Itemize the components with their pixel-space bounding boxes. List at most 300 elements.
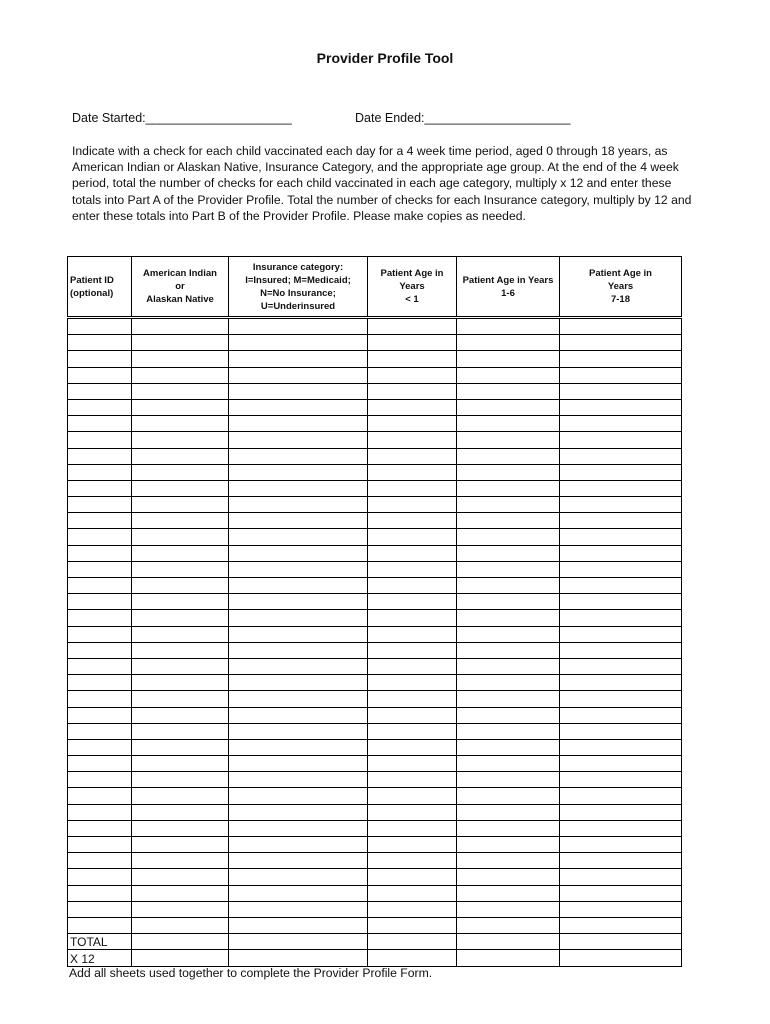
check-cell[interactable] xyxy=(132,367,229,383)
check-cell[interactable] xyxy=(560,497,682,513)
table-row xyxy=(68,416,682,432)
check-cell[interactable] xyxy=(229,804,368,820)
check-cell[interactable] xyxy=(368,594,457,610)
header-line: Years xyxy=(399,281,425,292)
check-cell[interactable] xyxy=(457,658,560,674)
check-cell[interactable] xyxy=(132,739,229,755)
total-cell[interactable] xyxy=(457,934,560,950)
check-cell[interactable] xyxy=(457,383,560,399)
check-cell[interactable] xyxy=(229,707,368,723)
check-cell[interactable] xyxy=(68,772,132,788)
check-cell[interactable] xyxy=(457,497,560,513)
table-row xyxy=(68,626,682,642)
check-cell[interactable] xyxy=(560,869,682,885)
check-cell[interactable] xyxy=(68,545,132,561)
check-cell[interactable] xyxy=(132,383,229,399)
header-line: American Indian xyxy=(143,268,217,279)
check-cell[interactable] xyxy=(368,658,457,674)
check-cell[interactable] xyxy=(68,707,132,723)
total-row xyxy=(68,934,682,950)
check-cell[interactable] xyxy=(68,626,132,642)
check-cell[interactable] xyxy=(368,853,457,869)
table-row xyxy=(68,335,682,351)
check-cell[interactable] xyxy=(560,739,682,755)
check-cell[interactable] xyxy=(368,642,457,658)
check-cell[interactable] xyxy=(560,853,682,869)
check-cell[interactable] xyxy=(368,318,457,335)
total-cell[interactable] xyxy=(368,934,457,950)
check-cell[interactable] xyxy=(560,707,682,723)
table-row xyxy=(68,853,682,869)
check-cell[interactable] xyxy=(229,545,368,561)
check-cell[interactable] xyxy=(457,610,560,626)
header-line: U=Underinsured xyxy=(260,300,336,312)
table-row xyxy=(68,318,682,335)
table-row xyxy=(68,594,682,610)
check-cell[interactable] xyxy=(132,513,229,529)
check-cell[interactable] xyxy=(457,545,560,561)
x12-cell[interactable] xyxy=(457,950,560,966)
check-cell[interactable] xyxy=(560,837,682,853)
check-cell[interactable] xyxy=(560,545,682,561)
table-row xyxy=(68,691,682,707)
check-cell[interactable] xyxy=(68,594,132,610)
check-cell[interactable] xyxy=(560,513,682,529)
table-row xyxy=(68,480,682,496)
check-cell[interactable] xyxy=(457,480,560,496)
check-cell[interactable] xyxy=(368,399,457,415)
check-cell[interactable] xyxy=(132,335,229,351)
check-cell[interactable] xyxy=(457,917,560,933)
check-cell[interactable] xyxy=(132,869,229,885)
check-cell[interactable] xyxy=(229,318,368,335)
check-cell[interactable] xyxy=(68,464,132,480)
check-cell[interactable] xyxy=(229,367,368,383)
col-header-age-7-18 xyxy=(560,257,682,318)
check-cell[interactable] xyxy=(229,691,368,707)
check-cell[interactable] xyxy=(68,561,132,577)
table-row xyxy=(68,675,682,691)
total-cell[interactable] xyxy=(229,934,368,950)
check-cell[interactable] xyxy=(560,772,682,788)
check-cell[interactable] xyxy=(368,367,457,383)
x12-label: X 12 xyxy=(68,950,132,966)
table-row xyxy=(68,545,682,561)
check-cell[interactable] xyxy=(368,772,457,788)
check-cell[interactable] xyxy=(368,464,457,480)
check-cell[interactable] xyxy=(560,885,682,901)
check-cell[interactable] xyxy=(132,318,229,335)
check-cell[interactable] xyxy=(368,335,457,351)
check-cell[interactable] xyxy=(457,642,560,658)
check-cell[interactable] xyxy=(229,497,368,513)
check-cell[interactable] xyxy=(560,901,682,917)
check-cell[interactable] xyxy=(560,432,682,448)
table-row xyxy=(68,739,682,755)
check-cell[interactable] xyxy=(229,594,368,610)
check-cell[interactable] xyxy=(457,804,560,820)
check-cell[interactable] xyxy=(132,901,229,917)
check-cell[interactable] xyxy=(457,756,560,772)
check-cell[interactable] xyxy=(132,658,229,674)
check-cell[interactable] xyxy=(368,610,457,626)
check-cell[interactable] xyxy=(229,626,368,642)
check-cell[interactable] xyxy=(368,626,457,642)
header-line: Patient Age in xyxy=(380,268,444,279)
col-header-age-1-6 xyxy=(457,257,560,318)
check-cell[interactable] xyxy=(368,756,457,772)
check-cell[interactable] xyxy=(457,772,560,788)
check-cell[interactable] xyxy=(560,723,682,739)
check-cell[interactable] xyxy=(229,739,368,755)
check-cell[interactable] xyxy=(132,610,229,626)
table-row xyxy=(68,399,682,415)
check-cell[interactable] xyxy=(457,529,560,545)
check-cell[interactable] xyxy=(229,432,368,448)
table-row xyxy=(68,885,682,901)
check-cell[interactable] xyxy=(132,707,229,723)
check-cell[interactable] xyxy=(457,335,560,351)
check-cell[interactable] xyxy=(229,561,368,577)
table-row xyxy=(68,804,682,820)
check-cell[interactable] xyxy=(229,658,368,674)
check-cell[interactable] xyxy=(560,464,682,480)
check-cell[interactable] xyxy=(457,788,560,804)
check-cell[interactable] xyxy=(68,853,132,869)
check-cell[interactable] xyxy=(368,837,457,853)
col-header-insurance-category xyxy=(229,257,368,318)
check-cell[interactable] xyxy=(68,432,132,448)
check-cell[interactable] xyxy=(560,416,682,432)
check-cell[interactable] xyxy=(560,756,682,772)
header-line: Patient Age in xyxy=(589,268,652,279)
check-cell[interactable] xyxy=(560,691,682,707)
check-cell[interactable] xyxy=(132,351,229,367)
check-cell[interactable] xyxy=(132,691,229,707)
check-cell[interactable] xyxy=(368,901,457,917)
check-cell[interactable] xyxy=(560,367,682,383)
footer-note: Add all sheets used together to complete the Provider Profile Form. xyxy=(69,966,433,980)
check-cell[interactable] xyxy=(368,917,457,933)
check-cell[interactable] xyxy=(132,788,229,804)
check-cell[interactable] xyxy=(560,351,682,367)
table-row xyxy=(68,772,682,788)
check-cell[interactable] xyxy=(132,448,229,464)
table-row xyxy=(68,707,682,723)
check-cell[interactable] xyxy=(457,675,560,691)
check-cell[interactable] xyxy=(68,691,132,707)
check-cell[interactable] xyxy=(132,756,229,772)
check-cell[interactable] xyxy=(68,335,132,351)
check-cell[interactable] xyxy=(229,610,368,626)
check-cell[interactable] xyxy=(560,917,682,933)
check-cell[interactable] xyxy=(457,739,560,755)
check-cell[interactable] xyxy=(132,917,229,933)
check-cell[interactable] xyxy=(560,335,682,351)
check-cell[interactable] xyxy=(560,820,682,836)
table-row xyxy=(68,497,682,513)
page-title: Provider Profile Tool xyxy=(316,50,454,66)
check-cell[interactable] xyxy=(68,658,132,674)
check-cell[interactable] xyxy=(457,351,560,367)
check-cell[interactable] xyxy=(457,318,560,335)
table-row xyxy=(68,820,682,836)
check-cell[interactable] xyxy=(229,723,368,739)
table-row xyxy=(68,756,682,772)
check-cell[interactable] xyxy=(132,675,229,691)
check-cell[interactable] xyxy=(229,837,368,853)
check-cell[interactable] xyxy=(68,480,132,496)
check-cell[interactable] xyxy=(229,772,368,788)
check-cell[interactable] xyxy=(132,432,229,448)
header-line: Years xyxy=(607,281,634,292)
table-row xyxy=(68,383,682,399)
check-cell[interactable] xyxy=(560,480,682,496)
table-row xyxy=(68,513,682,529)
check-cell[interactable] xyxy=(368,675,457,691)
table-row xyxy=(68,367,682,383)
check-cell[interactable] xyxy=(457,561,560,577)
table-row xyxy=(68,529,682,545)
check-cell[interactable] xyxy=(68,788,132,804)
check-cell[interactable] xyxy=(132,578,229,594)
total-cell[interactable] xyxy=(132,934,229,950)
check-cell[interactable] xyxy=(457,707,560,723)
check-cell[interactable] xyxy=(368,529,457,545)
check-cell[interactable] xyxy=(560,594,682,610)
check-cell[interactable] xyxy=(132,529,229,545)
check-cell[interactable] xyxy=(368,820,457,836)
check-cell[interactable] xyxy=(368,513,457,529)
check-cell[interactable] xyxy=(68,820,132,836)
check-cell[interactable] xyxy=(68,399,132,415)
check-cell[interactable] xyxy=(457,901,560,917)
check-cell[interactable] xyxy=(229,383,368,399)
check-cell[interactable] xyxy=(132,626,229,642)
check-cell[interactable] xyxy=(560,658,682,674)
check-cell[interactable] xyxy=(68,917,132,933)
check-cell[interactable] xyxy=(368,416,457,432)
check-cell[interactable] xyxy=(132,837,229,853)
check-cell[interactable] xyxy=(560,399,682,415)
check-cell[interactable] xyxy=(368,691,457,707)
check-cell[interactable] xyxy=(457,367,560,383)
check-cell[interactable] xyxy=(457,448,560,464)
check-cell[interactable] xyxy=(457,885,560,901)
table-row xyxy=(68,723,682,739)
date-ended-field[interactable]: Date Ended:_____________________ xyxy=(355,111,571,125)
header-line: (optional) xyxy=(70,287,114,299)
check-cell[interactable] xyxy=(132,464,229,480)
table-row xyxy=(68,578,682,594)
table-header-row xyxy=(68,257,682,318)
check-cell[interactable] xyxy=(229,675,368,691)
check-cell[interactable] xyxy=(229,885,368,901)
header-line: Insurance category: xyxy=(252,261,344,273)
check-cell[interactable] xyxy=(368,448,457,464)
table-row xyxy=(68,917,682,933)
check-cell[interactable] xyxy=(457,464,560,480)
check-cell[interactable] xyxy=(132,594,229,610)
check-cell[interactable] xyxy=(229,351,368,367)
check-cell[interactable] xyxy=(368,497,457,513)
check-cell[interactable] xyxy=(132,480,229,496)
table-row xyxy=(68,351,682,367)
check-cell[interactable] xyxy=(68,885,132,901)
header-line: N=No Insurance; xyxy=(260,287,336,299)
check-cell[interactable] xyxy=(368,739,457,755)
check-cell[interactable] xyxy=(457,594,560,610)
check-cell[interactable] xyxy=(560,642,682,658)
check-cell[interactable] xyxy=(68,497,132,513)
check-cell[interactable] xyxy=(560,383,682,399)
check-cell[interactable] xyxy=(457,416,560,432)
check-cell[interactable] xyxy=(560,529,682,545)
check-cell[interactable] xyxy=(68,416,132,432)
check-cell[interactable] xyxy=(68,383,132,399)
check-cell[interactable] xyxy=(132,545,229,561)
check-cell[interactable] xyxy=(229,869,368,885)
check-cell[interactable] xyxy=(368,707,457,723)
check-cell[interactable] xyxy=(457,837,560,853)
check-cell[interactable] xyxy=(132,642,229,658)
check-cell[interactable] xyxy=(368,723,457,739)
check-cell[interactable] xyxy=(368,432,457,448)
check-cell[interactable] xyxy=(68,448,132,464)
check-cell[interactable] xyxy=(457,432,560,448)
check-cell[interactable] xyxy=(368,869,457,885)
check-cell[interactable] xyxy=(68,837,132,853)
check-cell[interactable] xyxy=(560,675,682,691)
check-cell[interactable] xyxy=(68,513,132,529)
check-cell[interactable] xyxy=(368,804,457,820)
check-cell[interactable] xyxy=(368,885,457,901)
table-row xyxy=(68,788,682,804)
check-cell[interactable] xyxy=(368,578,457,594)
table-row xyxy=(68,448,682,464)
table-row xyxy=(68,837,682,853)
check-cell[interactable] xyxy=(560,448,682,464)
check-cell[interactable] xyxy=(457,723,560,739)
check-cell[interactable] xyxy=(229,513,368,529)
check-cell[interactable] xyxy=(132,497,229,513)
check-cell[interactable] xyxy=(368,545,457,561)
check-cell[interactable] xyxy=(132,804,229,820)
check-cell[interactable] xyxy=(68,756,132,772)
check-cell[interactable] xyxy=(368,351,457,367)
check-cell[interactable] xyxy=(132,885,229,901)
check-cell[interactable] xyxy=(229,642,368,658)
check-cell[interactable] xyxy=(560,578,682,594)
check-cell[interactable] xyxy=(68,642,132,658)
check-cell[interactable] xyxy=(229,820,368,836)
check-cell[interactable] xyxy=(457,869,560,885)
check-cell[interactable] xyxy=(132,561,229,577)
header-line: Patient Age in Years xyxy=(462,274,554,286)
table-row xyxy=(68,464,682,480)
check-cell[interactable] xyxy=(68,367,132,383)
col-header-patient-id xyxy=(68,257,132,318)
check-cell[interactable] xyxy=(229,448,368,464)
check-cell[interactable] xyxy=(560,804,682,820)
table-row xyxy=(68,610,682,626)
check-cell[interactable] xyxy=(132,399,229,415)
check-cell[interactable] xyxy=(560,626,682,642)
check-cell[interactable] xyxy=(457,691,560,707)
x12-cell[interactable] xyxy=(368,950,457,966)
check-cell[interactable] xyxy=(229,416,368,432)
check-cell[interactable] xyxy=(229,399,368,415)
check-cell[interactable] xyxy=(229,756,368,772)
check-cell[interactable] xyxy=(457,399,560,415)
check-cell[interactable] xyxy=(68,739,132,755)
check-cell[interactable] xyxy=(68,675,132,691)
check-cell[interactable] xyxy=(132,416,229,432)
check-cell[interactable] xyxy=(68,869,132,885)
total-label: TOTAL xyxy=(68,934,132,950)
check-cell[interactable] xyxy=(68,318,132,335)
check-cell[interactable] xyxy=(68,610,132,626)
check-cell[interactable] xyxy=(560,561,682,577)
check-cell[interactable] xyxy=(68,578,132,594)
table-row xyxy=(68,658,682,674)
check-cell[interactable] xyxy=(68,351,132,367)
check-cell[interactable] xyxy=(368,788,457,804)
check-cell[interactable] xyxy=(229,853,368,869)
check-cell[interactable] xyxy=(68,529,132,545)
check-cell[interactable] xyxy=(229,788,368,804)
header-line: or xyxy=(175,281,185,292)
check-cell[interactable] xyxy=(229,529,368,545)
check-cell[interactable] xyxy=(68,901,132,917)
check-cell[interactable] xyxy=(560,610,682,626)
check-cell[interactable] xyxy=(457,853,560,869)
check-cell[interactable] xyxy=(132,820,229,836)
table-row xyxy=(68,869,682,885)
x12-cell[interactable] xyxy=(132,950,229,966)
check-cell[interactable] xyxy=(457,513,560,529)
header-line: < 1 xyxy=(405,294,419,305)
check-cell[interactable] xyxy=(229,480,368,496)
total-cell[interactable] xyxy=(560,934,682,950)
check-cell[interactable] xyxy=(560,318,682,335)
check-cell[interactable] xyxy=(229,464,368,480)
x12-cell[interactable] xyxy=(229,950,368,966)
check-cell[interactable] xyxy=(457,820,560,836)
check-cell[interactable] xyxy=(229,578,368,594)
check-cell[interactable] xyxy=(229,335,368,351)
check-cell[interactable] xyxy=(457,578,560,594)
check-cell[interactable] xyxy=(132,723,229,739)
check-cell[interactable] xyxy=(560,788,682,804)
x12-cell[interactable] xyxy=(560,950,682,966)
check-cell[interactable] xyxy=(132,853,229,869)
check-cell[interactable] xyxy=(68,804,132,820)
check-cell[interactable] xyxy=(132,772,229,788)
header-line: 7-18 xyxy=(610,294,630,305)
provider-profile-table xyxy=(67,256,682,967)
check-cell[interactable] xyxy=(229,901,368,917)
check-cell[interactable] xyxy=(368,383,457,399)
check-cell[interactable] xyxy=(457,626,560,642)
instructions-text: Indicate with a check for each child vaccinated each day for a 4 week time period, aged 0 through 18 years, as American Indian or Alaskan Native, Insurance Category, and the appropriate age group. At the end of the 4 week period, total the number of checks for each child vaccinated in each age category, multiply x 12 and enter these totals into Part A of the Provider Profile. Total the number of checks for each Insurance category, multiply by 12 and enter these totals into Part B of the Provider Profile. Please make copies as needed. xyxy=(72,144,692,223)
check-cell[interactable] xyxy=(368,480,457,496)
check-cell[interactable] xyxy=(68,723,132,739)
date-started-field[interactable]: Date Started:_____________________ xyxy=(72,111,292,125)
check-cell[interactable] xyxy=(229,917,368,933)
col-header-american-indian xyxy=(132,257,229,318)
check-cell[interactable] xyxy=(368,561,457,577)
